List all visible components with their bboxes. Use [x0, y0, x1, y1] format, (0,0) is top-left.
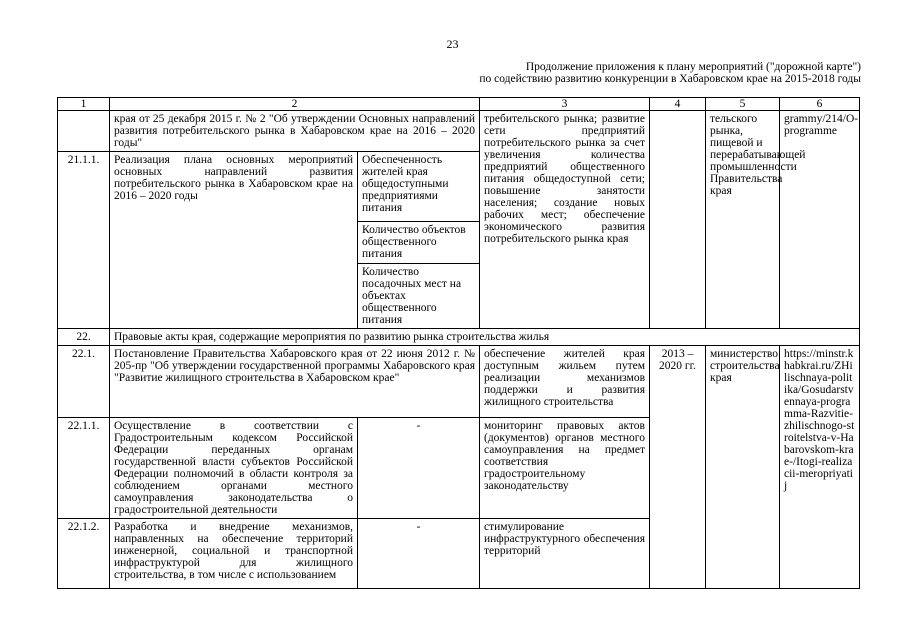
page-number: 23 — [446, 37, 459, 51]
period: 2013 – 2020 гг. — [650, 346, 706, 589]
measure-description: Осуществление в соответствии с Градостроительным кодексом Российской Федерации переданных органам государственной власти субъектов Российской Федерации полномочий в области контроля за соблюдением органами местного самоуправления законодательства о градостроительной деятельности — [110, 418, 358, 519]
column-number: 6 — [780, 98, 860, 111]
column-number: 4 — [650, 98, 706, 111]
column-number: 2 — [110, 98, 480, 111]
row-number: 22.1.2. — [58, 519, 110, 589]
executor: тельского рынка, пищевой и перерабатывающей промышленности Правительства края — [706, 111, 780, 329]
continued-description: края от 25 декабря 2015 г. № 2 "Об утверждении Основных направлений развития потребительского рынка в Хабаровском крае на 2016 – 2020 годы" — [110, 111, 480, 152]
column-number: 3 — [480, 98, 650, 111]
expected-result: требительского рынка; развитие сети предприятий потребительского рынка за счет увеличения количества предприятий общественного питания общедоступной сети; повышение занятости населения; создание новых рабочих мест; обеспечение экономического развития потребительского рынка края — [480, 111, 650, 329]
table-row — [58, 346, 860, 418]
column-number: 1 — [58, 98, 110, 111]
indicator: Количество посадочных мест на объектах общественного питания — [358, 264, 480, 329]
row-number: 22. — [58, 329, 110, 346]
row-number: 22.1. — [58, 346, 110, 418]
expected-result: мониторинг правовых актов (документов) органов местного самоуправления на предмет соответствия градостроительному законодательству — [480, 418, 650, 519]
measures-table — [57, 97, 860, 589]
section-title: Правовые акты края, содержащие мероприятия по развитию рынка строительства жилья — [110, 329, 860, 346]
table-row — [58, 111, 860, 152]
row-number: 21.1.1. — [58, 152, 110, 329]
document-header — [479, 61, 861, 85]
expected-result: стимулирование инфраструктурного обеспечения территорий — [480, 519, 650, 589]
header-line-1: Продолжение приложения к плану мероприятий ("дорожной карте") — [525, 61, 861, 73]
measure-description: Разработка и внедрение механизмов, направленных на обеспечение территорий инженерной, социальной и транспортной инфраструктурой для жилищного строительства, в том числе с использованием — [110, 519, 358, 589]
column-number: 5 — [706, 98, 780, 111]
link: https://minstr.khabkrai.ru/ZHilischnaya-politika/Gosudarstvennaya-programma-Razvitie-zhilischnogo-stroitelstva-v-Habarovskom-krae-/Itogi-realizacii-meropriyatij — [780, 346, 860, 589]
executor: министерство строительства края — [706, 346, 780, 589]
row-number: 22.1.1. — [58, 418, 110, 519]
expected-result: обеспечение жителей края доступным жильем путем реализации механизмов поддержки и развития жилищного строительства — [480, 346, 650, 418]
link: grammy/214/O-programme — [780, 111, 860, 329]
section-row — [58, 329, 860, 346]
indicator: Обеспеченность жителей края общедоступными предприятиями питания — [358, 152, 480, 222]
measure-description: Реализация плана основных мероприятий основных направлений развития потребительского рынка в Хабаровском крае на 2016 – 2020 годы — [110, 152, 358, 329]
indicator: - — [358, 519, 480, 589]
measure-description: Постановление Правительства Хабаровского края от 22 июня 2012 г. № 205-пр "Об утверждении государственной программы Хабаровского края "Развитие жилищного строительства в Хабаровском крае" — [110, 346, 480, 418]
column-number-row — [58, 98, 860, 111]
indicator: - — [358, 418, 480, 519]
indicator: Количество объектов общественного питания — [358, 222, 480, 264]
header-line-2: по содействию развитию конкуренции в Хабаровском крае на 2015-2018 годы — [479, 73, 861, 85]
